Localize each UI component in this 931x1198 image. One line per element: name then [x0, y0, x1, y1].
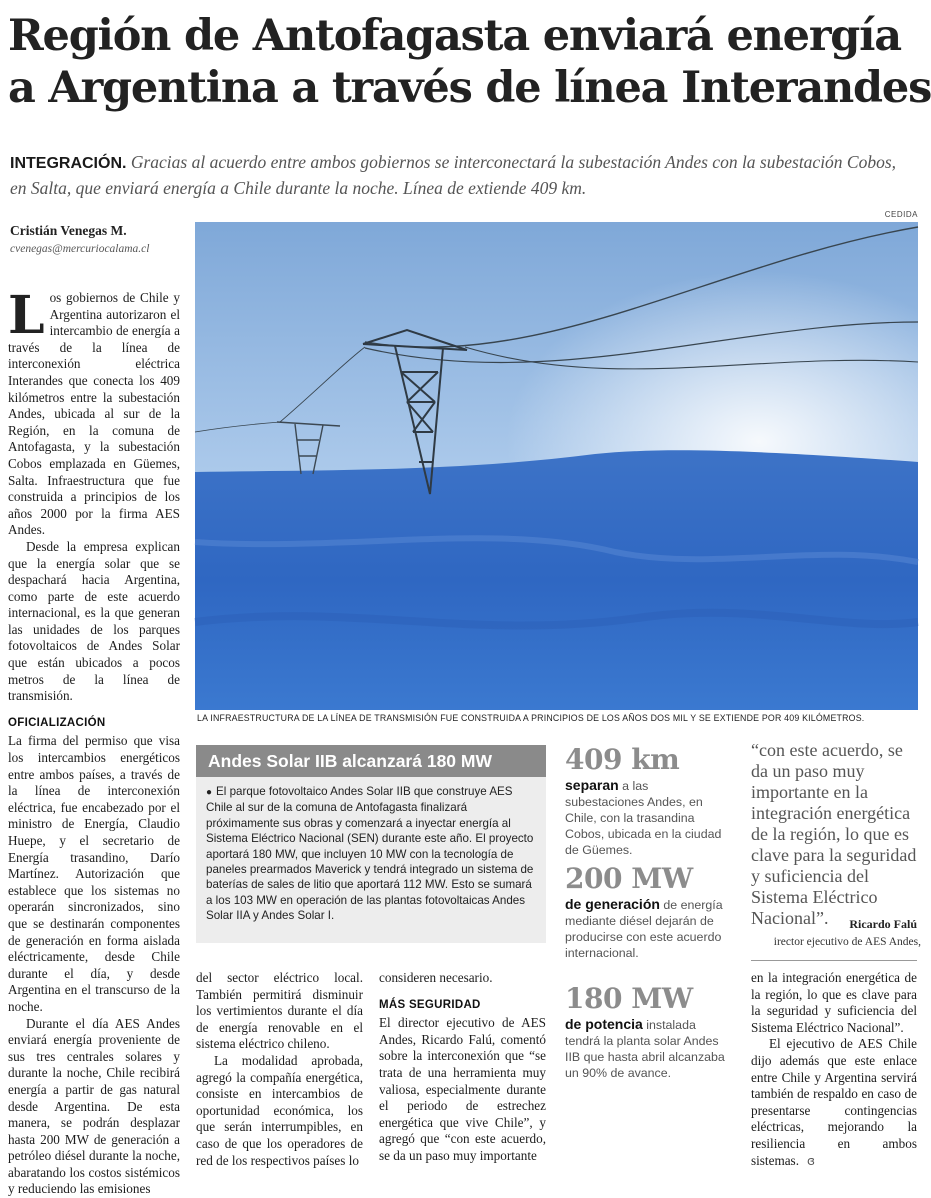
fact-bold: de generación: [565, 896, 660, 912]
fact-text: [565, 896, 730, 961]
sidebar-body: [196, 777, 546, 924]
byline-author: Cristián Venegas M.: [10, 223, 127, 238]
fact-rest: a las subestaciones Andes, en Chile, con la trasandina Cobos, ubicada en la ciudad de Güemes.: [565, 779, 722, 857]
fact-180-mw: [565, 982, 730, 1081]
article-column-1: [8, 285, 180, 1198]
headline-line-1: Región de Antofagasta enviará energía: [8, 11, 901, 61]
article-photo: [195, 222, 918, 710]
paragraph-permit: La firma del permiso que visa los intercambios energéticos entre ambos países, a través de la línea de interconexión eléctrica, fue encabezado por el ministro de Energía, Claudio Huepe, y el secretario de Energía trasandino, Darío Martínez. Autorización que establece que los sistemas no operarán sincronizados, sino que se destinarán componentes de generación en forma aislada eléctricamente, desde Chile durante el día, y desde Argentina en el transcurso de la noche.: [8, 733, 180, 1014]
paragraph-backup-text: El ejecutivo de AES Chile dijo además que este enlace entre Chile y Argentina servirá también de respaldo en caso de presentarse contingencias eléctricas, mejorando la resiliencia en ambos sistemas.: [751, 1036, 917, 1168]
quote-role: irector ejecutivo de AES Andes,: [773, 936, 921, 948]
fact-rest: instalada tendrá la planta solar Andes IIB que hasta abril alcanzaba un 90% de avance.: [565, 1018, 725, 1080]
sidebar-title: Andes Solar IIB alcanzará 180 MW: [196, 745, 546, 777]
paragraph-director: El director ejecutivo de AES Andes, Ricardo Falú, comentó sobre la interconexión que “se trata de una herramienta muy valiosa, especialmente durante el periodo de estrechez energética que vive Chile”, y agregó que “con este acuerdo, se da un paso muy importante: [379, 1015, 546, 1163]
lead-kicker: INTEGRACIÓN.: [10, 155, 127, 172]
paragraph-integration: en la integración energética de la región, lo que es clave para la seguridad y suficiencia del Sistema Eléctrico Nacional”.: [751, 970, 917, 1035]
paragraph-daytime: Durante el día AES Andes enviará energía proveniente de sus tres centrales solares y durante la noche, Chile recibirá energía a partir de gas natural desde Argentina. De esta manera, se podrán desplazar hasta 200 MW de generación a petróleo diésel durante la noche, abaratando los costos sistémicos y reduciendo las emisiones: [8, 1015, 180, 1197]
byline-email: cvenegas@mercuriocalama.cl: [10, 243, 150, 255]
photo-credit: CEDIDA: [884, 210, 918, 219]
headline: [8, 10, 931, 114]
photo-caption: LA INFRAESTRUCTURA DE LA LÍNEA DE TRANSMISIÓN FUE CONSTRUIDA A PRINCIPIOS DE LOS AÑOS DOS MIL Y SE EXTIENDE POR 409 KILÓMETROS.: [197, 713, 865, 723]
quote-author: Ricardo Falú: [849, 917, 917, 931]
paragraph-backup: [751, 1036, 917, 1169]
paragraph-intro-text: os gobiernos de Chile y Argentina autorizaron el intercambio de energía a través de la línea de interconexión eléctrica Interandes que conecta los 409 kilómetros entre la subestación Andes, ubicada al sur de la Región, en la comuna de Antofagasta, y la subestación Cobos emplazada en Güemes, Salta. Infraestructura que fue construida a principios de los años 2000 por la firma AES Andes.: [8, 290, 180, 538]
fact-number: 180 MW: [565, 982, 693, 1015]
fact-200-mw: [565, 862, 730, 961]
drop-cap: L: [8, 285, 45, 346]
article-column-2: [196, 970, 363, 1169]
fact-text: [565, 777, 730, 858]
fact-bold: de potencia: [565, 1016, 643, 1032]
transmission-line-photo: [195, 222, 918, 710]
quote-divider: [751, 960, 917, 961]
bullet-icon: ●: [206, 787, 213, 798]
paragraph-necessary: consideren necesario.: [379, 970, 493, 985]
sidebar-text: El parque fotovoltaico Andes Solar IIB que construye AES Chile al sur de la comuna de Antofagasta finalizará próximamente sus obras y comenzará a inyectar energía al Sistema Eléctrico Nacional (SEN) durante este año. El proyecto aportará 180 MW, que incluyen 10 MW con la tecnología de paneles prearmados Maverick y tendrá integrado un sistema de baterías de sales de litio que aportará 112 MW. Esto se sumará a los 103 MW en operación de las plantas fotovoltaicas Andes Solar IIA y Andes Solar I.: [206, 785, 534, 923]
paragraph-intro: [8, 285, 180, 539]
fact-number: 200 MW: [565, 862, 693, 895]
fact-409-km: [565, 743, 730, 858]
article-column-5: [751, 970, 917, 1169]
headline-line-2: a Argentina a través de línea Interandes: [8, 63, 931, 113]
paragraph-solar-energy: Desde la empresa explican que la energía solar que se despachará hacia Argentina, como parte de este acuerdo internacional, es la que generan las unidades de los parques fotovoltaicos de Andes Solar que están ubicados a pocos metros de la línea de transmisión.: [8, 538, 180, 704]
subhead-mas-seguridad: MÁS SEGURIDAD: [379, 998, 481, 1011]
fact-number: 409 km: [565, 743, 680, 776]
pull-quote: “con este acuerdo, se da un paso muy importante en la integración energética de la región, lo que es clave para la seguridad y suficiencia del Sistema Eléctrico Nacional”.: [751, 740, 917, 928]
sidebar-box: [196, 745, 546, 943]
fact-text: [565, 1016, 730, 1081]
fact-bold: separan: [565, 777, 619, 793]
fact-rest: de energía mediante diésel dejarán de producirse con este acuerdo internacional.: [565, 898, 723, 960]
paragraph-modality: La modalidad aprobada, agregó la compañía energética, consiste en intercambios de oportunidad económica, los que serán interrumpibles, en caso de que los operadores de red de los respectivos países lo: [196, 1052, 363, 1168]
lead-paragraph: [10, 150, 915, 200]
end-mark-icon: ɞ: [807, 1153, 815, 1168]
article-column-3: [379, 970, 546, 1165]
lead-text: Gracias al acuerdo entre ambos gobiernos se interconectará la subestación Andes con la subestación Cobos, en Salta, que enviará energía a Chile durante la noche. Línea de extiende 409 km.: [10, 152, 897, 198]
paragraph-local-sector: del sector eléctrico local. También permitirá disminuir los vertimientos durante el día de energía renovable en el sistema eléctrico chileno.: [196, 970, 363, 1052]
byline: [10, 223, 190, 255]
subhead-oficializacion: OFICIALIZACIÓN: [8, 716, 106, 729]
